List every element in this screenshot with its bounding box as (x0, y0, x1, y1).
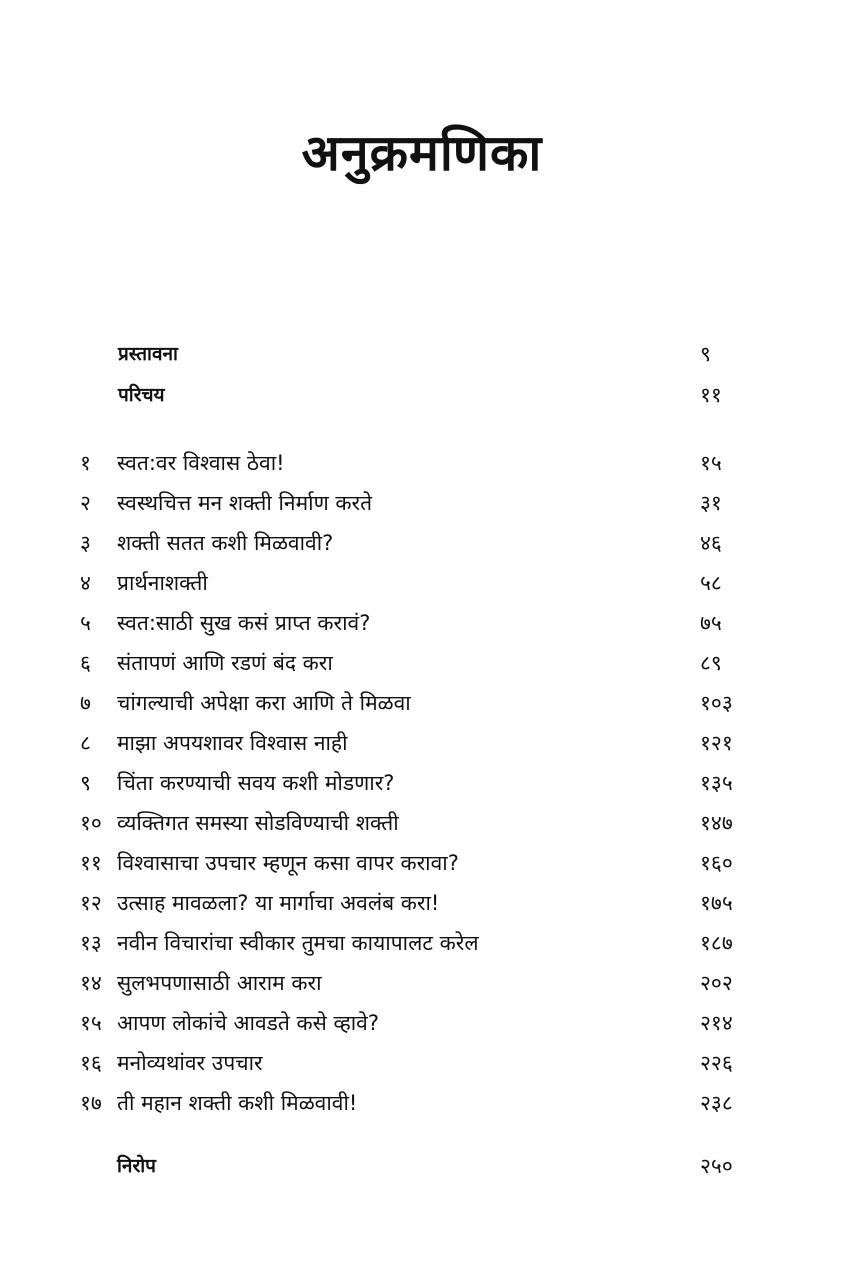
toc-entry-chapter (0, 643, 844, 683)
toc-entry-label: सुलभपणासाठी आराम करा (117, 971, 322, 995)
toc-entry-label: ती महान शक्ती कशी मिळवावी! (117, 1091, 358, 1115)
toc-entry-label: माझा अपयशावर विश्वास नाही (117, 731, 348, 755)
toc-entry-page: २५० (700, 1154, 733, 1178)
toc-entry-chapter (0, 523, 844, 563)
toc-entry-page: २३८ (700, 1091, 733, 1115)
toc-entry-page: १४७ (700, 811, 733, 835)
toc-entry-number: ५ (80, 611, 91, 635)
toc-entry-page: २२६ (700, 1051, 733, 1075)
toc-entry-label: मनोव्यथांवर उपचार (117, 1051, 263, 1075)
toc-entry-label: प्रस्तावना (118, 343, 178, 365)
toc-entry-page: १६० (700, 851, 733, 875)
toc-entry-page: १०३ (700, 691, 733, 715)
toc-entry-number: ७ (80, 691, 91, 715)
toc-entry-number: १४ (80, 971, 102, 995)
toc-entry-label: चिंता करण्याची सवय कशी मोडणार? (117, 771, 395, 795)
toc-entry-page: ५८ (700, 571, 722, 595)
toc-entry-page: १७५ (700, 891, 733, 915)
toc-entry-epilogue (0, 1146, 844, 1186)
toc-entry-chapter (0, 723, 844, 763)
toc-entry-page: २१४ (700, 1011, 733, 1035)
toc-entry-page: १२१ (700, 731, 733, 755)
toc-entry-number: ४ (80, 571, 91, 595)
toc-entry-chapter (0, 843, 844, 883)
toc-entry-page: ८९ (700, 651, 722, 675)
toc-entry-chapter (0, 683, 844, 723)
toc-entry-page: १८७ (700, 931, 733, 955)
toc-entry-introduction (0, 375, 844, 415)
toc-entry-label: प्रार्थनाशक्ती (117, 571, 208, 595)
toc-entry-chapter (0, 1003, 844, 1043)
toc-entry-chapter (0, 563, 844, 603)
toc-entry-number: १२ (80, 891, 102, 915)
toc-entry-label: चांगल्याची अपेक्षा करा आणि ते मिळवा (117, 691, 411, 715)
toc-entry-number: १ (80, 451, 91, 475)
toc-entry-number: ६ (80, 651, 91, 675)
page-title: अनुक्रमणिका (301, 123, 543, 182)
toc-entry-label: स्वत:वर विश्वास ठेवा! (117, 451, 285, 475)
toc-entry-page: ९ (700, 342, 711, 366)
toc-entry-label: उत्साह मावळला? या मार्गाचा अवलंब करा! (117, 891, 440, 915)
toc-entry-chapter (0, 803, 844, 843)
toc-entry-page: १५ (700, 451, 722, 475)
toc-entry-label: स्वस्थचित्त मन शक्ती निर्माण करते (117, 491, 373, 515)
toc-entry-number: १० (80, 811, 102, 835)
toc-entry-number: १६ (80, 1051, 102, 1075)
toc-entry-chapter (0, 603, 844, 643)
toc-entry-chapter (0, 923, 844, 963)
toc-entry-chapter (0, 483, 844, 523)
toc-entry-page: १३५ (700, 771, 733, 795)
toc-entry-number: ९ (80, 771, 91, 795)
toc-entry-label: आपण लोकांचे आवडते कसे व्हावे? (117, 1011, 380, 1035)
toc-entry-page: २०२ (700, 971, 733, 995)
toc-entry-number: ३ (80, 531, 91, 555)
toc-entry-preface (0, 334, 844, 374)
toc-entry-number: १३ (80, 931, 102, 955)
toc-entry-label: परिचय (118, 384, 165, 406)
toc-entry-chapter (0, 963, 844, 1003)
toc-entry-number: ११ (80, 851, 102, 875)
toc-entry-page: ३१ (700, 491, 722, 515)
toc-entry-number: ८ (80, 731, 91, 755)
toc-entry-page: ७५ (700, 611, 722, 635)
toc-entry-label: व्यक्तिगत समस्या सोडविण्याची शक्ती (117, 811, 399, 835)
toc-entry-page: ११ (700, 383, 722, 407)
toc-entry-number: २ (80, 491, 91, 515)
toc-entry-chapter (0, 1043, 844, 1083)
toc-entry-label: स्वत:साठी सुख कसं प्राप्त करावं? (117, 611, 371, 635)
toc-entry-label: संतापणं आणि रडणं बंद करा (117, 651, 333, 675)
toc-entry-chapter (0, 1083, 844, 1123)
toc-entry-chapter (0, 443, 844, 483)
toc-entry-chapter (0, 763, 844, 803)
toc-entry-number: १७ (80, 1091, 102, 1115)
toc-entry-label: नवीन विचारांचा स्वीकार तुमचा कायापालट करेल (117, 931, 479, 955)
toc-entry-label: विश्वासाचा उपचार म्हणून कसा वापर करावा? (117, 851, 459, 875)
toc-entry-label: निरोप (117, 1155, 156, 1177)
toc-entry-page: ४६ (700, 531, 722, 555)
toc-entry-chapter (0, 883, 844, 923)
toc-entry-number: १५ (80, 1011, 102, 1035)
toc-entry-label: शक्ती सतत कशी मिळवावी? (117, 531, 334, 555)
